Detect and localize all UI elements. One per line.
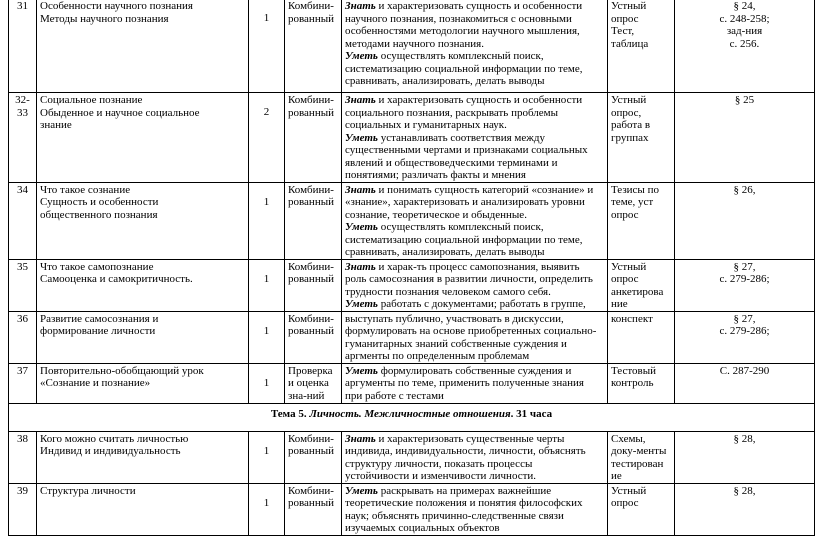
homework-reference: [675, 311, 815, 363]
content-line: [345, 325, 604, 338]
ref-line: зад-ния: [726, 25, 763, 37]
content-line: [345, 38, 604, 51]
lesson-topic: [37, 483, 249, 535]
control-line: работа в: [611, 119, 651, 131]
content-text: осуществлять комплексный поиск,: [377, 221, 544, 233]
control-line: ние: [611, 298, 628, 310]
control-line: опрос: [611, 208, 639, 221]
lesson-hours: [249, 483, 285, 535]
content-text: индивида, индивидуальности, личности, объяснять: [345, 445, 586, 457]
type-line: и оценка: [288, 377, 329, 389]
content-text: особенностями методологии научного мышления,: [345, 25, 580, 37]
content-text: и харак-ть процесс самопознания, выявить: [375, 260, 580, 273]
content-line: [345, 234, 604, 247]
content-text: теоретические положения и понятия философских: [345, 497, 583, 509]
content-line: [345, 445, 604, 458]
content-text: и характеризовать существенные черты: [375, 432, 565, 445]
control-line: группах: [611, 131, 649, 144]
content-line: [345, 157, 604, 170]
keyword: Знать: [345, 94, 376, 106]
lesson-number: 35: [9, 259, 37, 311]
content-line: [345, 390, 604, 403]
control-form: [608, 311, 675, 363]
type-line: Комбини-: [288, 94, 334, 106]
content-text: систематизацию социальной информации по теме,: [345, 233, 583, 246]
content-line: [345, 350, 604, 363]
content-line: [345, 510, 604, 523]
content-text: раскрывать на примерах важнейшие: [377, 484, 552, 497]
content-text: аргменты по определенным проблемам: [345, 350, 530, 362]
content-text: работать с документами; работать в группе,: [377, 298, 586, 310]
control-line: контроль: [611, 377, 654, 389]
lesson-hours: [249, 431, 285, 483]
keyword: Уметь: [345, 50, 378, 62]
lesson-type: [285, 0, 342, 93]
lesson-topic: [37, 363, 249, 403]
lesson-content: [342, 431, 608, 483]
control-line: опрос,: [611, 106, 642, 119]
ref-line: § 25: [734, 94, 755, 106]
lesson-type: [285, 431, 342, 483]
lesson-hours: [249, 182, 285, 259]
control-form: [608, 0, 675, 93]
topic-line: Что такое сознание: [40, 183, 131, 196]
type-line: рованный: [288, 196, 334, 208]
content-text: гуманитарных знаний собственные суждения и: [345, 337, 567, 350]
control-form: [608, 182, 675, 259]
topic-header-row: [9, 403, 815, 431]
lesson-content: [342, 363, 608, 403]
type-line: Комбини-: [288, 183, 334, 196]
content-line: [345, 0, 604, 13]
ref-line: § 27,: [733, 312, 756, 325]
hours-value: 1: [263, 12, 270, 24]
control-line: Устный: [611, 94, 647, 106]
content-line: [345, 169, 604, 182]
lesson-type: [285, 259, 342, 311]
content-line: [345, 377, 604, 390]
topic-prefix: Тема 5.: [270, 407, 310, 420]
lesson-content: [342, 0, 608, 93]
content-text: изучаемых социальных объектов: [345, 522, 500, 534]
homework-reference: [675, 363, 815, 403]
homework-reference: [675, 259, 815, 311]
ref-line: с. 256.: [729, 37, 760, 50]
content-text: при работе с тестами: [345, 389, 444, 402]
type-line: Комбини-: [288, 484, 334, 497]
hours-value: 2: [263, 106, 270, 118]
content-text: устанавливать соответствия между: [377, 131, 545, 144]
lesson-number: 31: [9, 0, 37, 93]
table-row: [9, 259, 815, 311]
content-line: [345, 196, 604, 209]
table-row: [9, 483, 815, 535]
control-line: опрос: [611, 273, 639, 285]
lesson-number: 34: [9, 182, 37, 259]
lesson-topic: [37, 431, 249, 483]
topic-line: Повторительно-обобщающий урок: [40, 364, 204, 377]
lesson-hours: [249, 363, 285, 403]
ref-line: § 24,: [733, 0, 756, 12]
lesson-number: 39: [9, 483, 37, 535]
content-text: понятиями; различать факты и мнения: [345, 169, 526, 181]
keyword: Уметь: [345, 221, 378, 233]
content-line: [345, 221, 604, 234]
control-line: теме, уст: [611, 196, 654, 208]
content-line: [345, 273, 604, 286]
hours-value: 1: [263, 272, 270, 285]
type-line: рованный: [288, 106, 334, 119]
content-text: аргументы по теме, применить полученные знания: [345, 377, 584, 389]
content-text: научного познания, познакомиться с основными: [345, 12, 572, 25]
keyword: Знать: [345, 432, 376, 445]
lesson-content: [342, 311, 608, 363]
table-row: [9, 0, 815, 93]
content-text: роль самосознания в развитии личности, определить: [345, 273, 593, 285]
content-text: социального познания, раскрывать проблемы: [345, 106, 559, 119]
table-row: [9, 363, 815, 403]
topic-line: Что такое самопознание: [40, 260, 154, 273]
content-line: [345, 458, 604, 471]
topic-line: Обыденное и научное социальное: [40, 106, 200, 119]
lesson-topic: [37, 93, 249, 183]
content-text: социальных и гуманитарных наук.: [345, 119, 507, 131]
content-line: [345, 63, 604, 76]
lesson-type: [285, 363, 342, 403]
topic-suffix: . 31 часа: [510, 407, 553, 420]
lesson-type: [285, 483, 342, 535]
topic-line: Самооценка и самокритичность.: [40, 273, 193, 285]
topic-title: Личность. Межличностные отношения: [309, 407, 511, 420]
content-line: [345, 338, 604, 351]
type-line: Комбини-: [288, 260, 334, 273]
ref-line: с. 279-286;: [719, 273, 770, 285]
content-text: существенными чертами и признаками социальных: [345, 144, 588, 156]
content-text: систематизацию социальной информации по теме,: [345, 62, 583, 75]
table-row: [9, 431, 815, 483]
lesson-hours: [249, 0, 285, 93]
content-text: явлений и обществоведческими терминами и: [345, 156, 558, 169]
content-text: сознание, теоретическое и обыденные.: [345, 208, 527, 221]
lesson-topic: [37, 182, 249, 259]
content-line: [345, 132, 604, 145]
type-line: рованный: [288, 445, 334, 457]
control-form: [608, 363, 675, 403]
control-line: конспект: [611, 312, 653, 325]
content-text: и характеризовать сущность и особенности: [375, 0, 583, 12]
type-line: Комбини-: [288, 312, 334, 325]
topic-line: Особенности научного познания: [40, 0, 193, 12]
keyword: Знать: [345, 260, 376, 273]
control-line: Устный: [611, 260, 647, 273]
topic-line: Методы научного познания: [40, 12, 169, 25]
lesson-number: 38: [9, 431, 37, 483]
type-line: зна-ний: [288, 389, 325, 402]
content-line: [345, 25, 604, 38]
content-text: наук; объяснять причинно-следственные связи: [345, 509, 564, 522]
control-form: [608, 431, 675, 483]
content-line: [345, 522, 604, 535]
type-line: рованный: [288, 497, 334, 509]
content-line: [345, 485, 604, 498]
ref-line: § 27,: [733, 260, 756, 273]
type-line: рованный: [288, 325, 334, 337]
topic-line: Развитие самосознания и: [40, 312, 159, 325]
keyword: Знать: [345, 183, 376, 196]
control-line: опрос: [611, 12, 639, 25]
topic-header: [9, 403, 815, 431]
lesson-topic: [37, 0, 249, 93]
control-form: [608, 93, 675, 183]
content-line: [345, 50, 604, 63]
hours-value: 1: [263, 195, 270, 208]
control-line: Тезисы по: [611, 183, 659, 196]
keyword: Уметь: [345, 298, 378, 310]
content-line: [345, 184, 604, 197]
lesson-hours: [249, 311, 285, 363]
table-row: [9, 182, 815, 259]
keyword: Уметь: [345, 364, 378, 377]
hours-value: 1: [263, 376, 270, 389]
content-text: и понимать сущность категорий «сознание» и: [375, 183, 594, 196]
type-line: рованный: [288, 273, 334, 285]
homework-reference: [675, 0, 815, 93]
keyword: Уметь: [345, 484, 378, 497]
control-line: анкетирова: [611, 285, 664, 298]
content-text: формулировать на основе приобретенных социально-: [345, 325, 597, 337]
control-line: Тест,: [611, 25, 635, 37]
topic-line: общественного познания: [40, 208, 158, 221]
content-text: трудности познания человеком самого себя.: [345, 285, 551, 298]
topic-line: Структура личности: [40, 484, 136, 497]
control-line: Схемы,: [611, 432, 646, 445]
lesson-topic: [37, 259, 249, 311]
type-line: рованный: [288, 12, 334, 25]
content-text: осуществлять комплексный поиск,: [377, 50, 544, 62]
homework-reference: [675, 182, 815, 259]
control-line: тестирован: [611, 457, 664, 470]
ref-line: С. 287-290: [719, 364, 770, 377]
topic-line: Сущность и особенности: [40, 196, 159, 208]
content-line: [345, 94, 604, 107]
homework-reference: [675, 431, 815, 483]
control-line: доку-менты: [611, 445, 667, 457]
control-line: Устный: [611, 0, 647, 12]
ref-line: § 28,: [733, 432, 756, 445]
content-text: сравнивать, анализировать, делать выводы: [345, 246, 545, 258]
content-text: «знание», характеризовать и анализировать уровни: [345, 196, 585, 208]
topic-line: знание: [40, 119, 72, 131]
lesson-content: [342, 259, 608, 311]
control-line: опрос: [611, 497, 639, 509]
content-text: структуру личности, показать процессы: [345, 457, 533, 470]
type-line: Проверка: [288, 364, 333, 377]
topic-line: Социальное познание: [40, 94, 143, 106]
content-line: [345, 261, 604, 274]
lesson-topic: [37, 311, 249, 363]
control-line: Устный: [611, 484, 647, 497]
content-line: [345, 144, 604, 157]
lesson-plan-table: [8, 0, 815, 536]
content-line: [345, 313, 604, 326]
lesson-number: 32-33: [9, 93, 37, 183]
topic-line: Индивид и индивидуальность: [40, 445, 181, 457]
topic-line: формирование личности: [40, 325, 156, 337]
content-line: [345, 433, 604, 446]
content-line: [345, 13, 604, 26]
control-line: ие: [611, 470, 622, 482]
ref-line: с. 248-258;: [719, 12, 770, 25]
keyword: Уметь: [345, 131, 378, 144]
control-form: [608, 259, 675, 311]
lesson-number: 37: [9, 363, 37, 403]
homework-reference: [675, 483, 815, 535]
content-text: и характеризовать сущность и особенности: [375, 94, 583, 106]
content-text: сравнивать, анализировать, делать выводы: [345, 75, 545, 87]
control-line: Тестовый: [611, 364, 656, 377]
content-text: методами научного познания.: [345, 37, 484, 50]
lesson-content: [342, 483, 608, 535]
content-line: [345, 246, 604, 259]
content-line: [345, 209, 604, 222]
content-text: устойчивости и изменчивости личности.: [345, 470, 537, 482]
ref-line: § 26,: [733, 183, 756, 196]
lesson-number: 36: [9, 311, 37, 363]
homework-reference: [675, 93, 815, 183]
content-line: [345, 497, 604, 510]
type-line: Комбини-: [288, 0, 334, 12]
lesson-hours: [249, 259, 285, 311]
ref-line: § 28,: [733, 484, 756, 497]
keyword: Знать: [345, 0, 376, 12]
lesson-type: [285, 182, 342, 259]
content-line: [345, 286, 604, 299]
lesson-hours: [249, 93, 285, 183]
ref-line: с. 279-286;: [719, 325, 770, 337]
hours-value: 1: [263, 324, 270, 337]
hours-value: 1: [263, 496, 270, 509]
type-line: Комбини-: [288, 432, 334, 445]
lesson-content: [342, 182, 608, 259]
content-line: [345, 365, 604, 378]
hours-value: 1: [263, 444, 270, 457]
control-line: таблица: [611, 37, 649, 50]
control-form: [608, 483, 675, 535]
content-line: [345, 119, 604, 132]
topic-line: Кого можно считать личностью: [40, 432, 189, 445]
topic-line: «Сознание и познание»: [40, 377, 151, 389]
content-line: [345, 107, 604, 120]
lesson-type: [285, 93, 342, 183]
lesson-content: [342, 93, 608, 183]
lesson-type: [285, 311, 342, 363]
table-row: [9, 311, 815, 363]
table-row: [9, 93, 815, 183]
content-text: формулировать собственные суждения и: [377, 364, 572, 377]
content-text: выступать публично, участвовать в дискуссии,: [345, 312, 564, 325]
content-line: [345, 470, 604, 483]
content-line: [345, 75, 604, 88]
content-line: [345, 298, 604, 311]
